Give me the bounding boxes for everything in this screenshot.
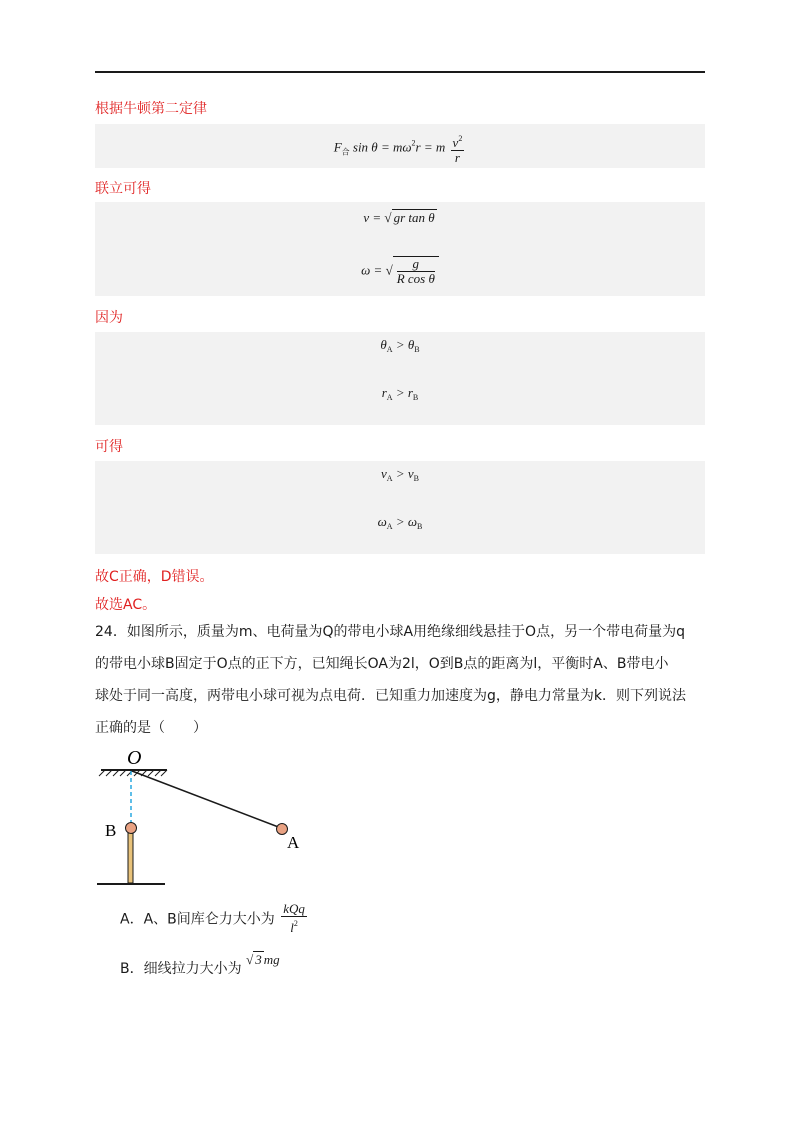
- option-b[interactable]: B．细线拉力大小为 √ 3 mg: [120, 952, 280, 977]
- fraction-v2-r: $\frac{v^2}{r}$: [452, 134, 463, 165]
- question-24: [95, 616, 707, 744]
- question-line-2: 的带电小球B固定于O点的正下方，已知绳长OA为2l，O到B点的距离为l，平衡时A、B带电小: [95, 656, 669, 672]
- equation-r: $r_A > r_B$: [381, 385, 419, 402]
- label-b: B: [105, 821, 117, 840]
- equation-box-2: [95, 202, 705, 296]
- equation-v: v = √ gr tan θ: [363, 210, 435, 225]
- question-line-4: 正确的是（ ）: [95, 720, 207, 736]
- ball-a: [277, 824, 288, 835]
- equation-box-4: [95, 461, 705, 554]
- option-a[interactable]: A．A、B间库仑力大小为 $\frac{\text{kQq}}{l^2}$: [120, 901, 305, 935]
- label-a: A: [287, 833, 300, 852]
- equation-box-3: [95, 332, 705, 425]
- question-line-1: 24．如图所示，质量为m、电荷量为Q的带电小球A用绝缘细线悬挂于O点，另一个带电荷量为q: [95, 624, 685, 640]
- heading-combine: 联立可得: [95, 181, 151, 197]
- ball-b: [126, 823, 137, 834]
- conclusion-answer: 故选AC。: [95, 597, 157, 613]
- equation-omega-compare: $\omega_A > \omega_B$: [377, 514, 423, 531]
- thread-oa: [132, 771, 281, 828]
- label-o: O: [127, 747, 142, 769]
- equation-newton: $F_合$ $\sin \theta = m\omega^2r = m$ $\frac{v^2}{r}$: [333, 134, 463, 165]
- header-rule: [95, 71, 705, 73]
- equation-v-compare: $v_A > v_B$: [381, 466, 419, 483]
- question-line-3: 球处于同一高度，两带电小球可视为点电荷．已知重力加速度为g，静电力常量为k．则下列说法: [95, 688, 686, 704]
- conclusion-correct: 故C正确，D错误。: [95, 569, 214, 585]
- equation-theta: $\theta_A > \theta_B$: [380, 337, 420, 354]
- heading-result: 可得: [95, 439, 123, 455]
- heading-because: 因为: [95, 310, 123, 326]
- equation-omega: ω = √ $\frac{g}{\text{R cos θ}}$: [95, 256, 705, 286]
- insulating-rod: [128, 832, 133, 883]
- physics-diagram: [95, 745, 325, 890]
- equation-box-1: [95, 124, 705, 168]
- heading-newton: 根据牛顿第二定律: [95, 101, 207, 117]
